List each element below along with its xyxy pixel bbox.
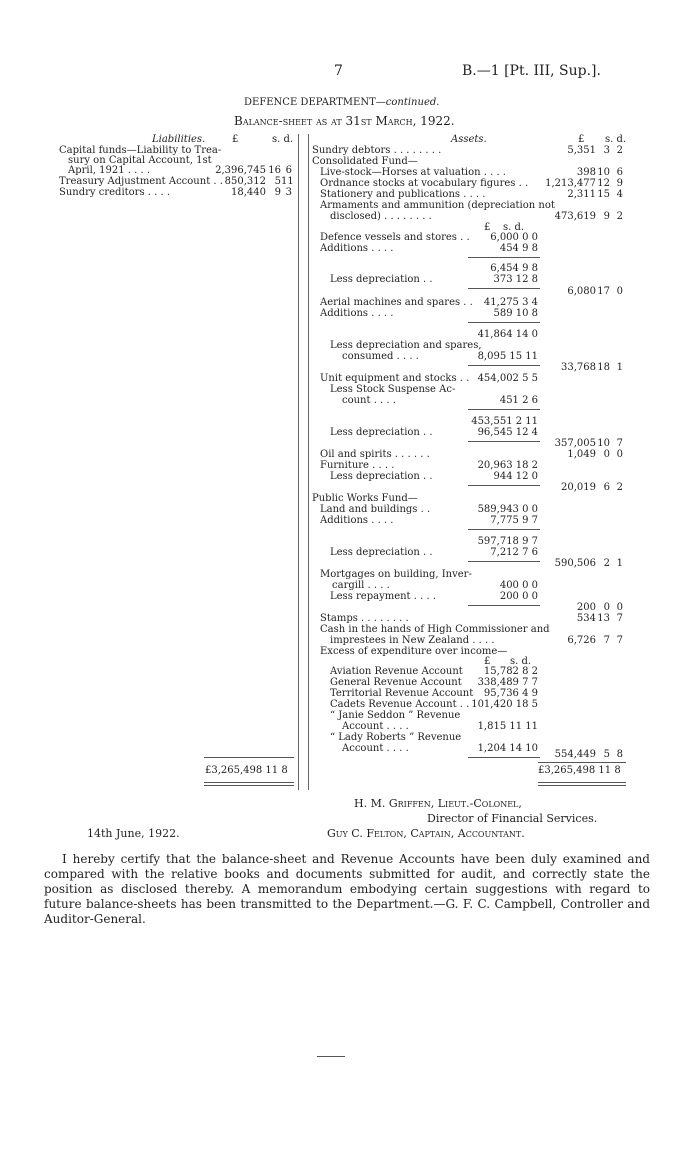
land-buildings-amount: 589,943 0 0 xyxy=(477,504,538,515)
asset-sundry-debtors-amount: 5,351 xyxy=(567,145,596,156)
furniture-depreciation-label: Less depreciation . . xyxy=(330,471,433,482)
liability-capital-line2: sury on Capital Account, 1st xyxy=(68,155,212,166)
unit-equipment-rule xyxy=(468,409,540,410)
aerial-net: 33,768 xyxy=(561,362,596,373)
defence-vessels-additions-amount: 454 9 8 xyxy=(499,243,538,254)
inner-sd-header: s. d. xyxy=(503,222,525,233)
liabilities-heading: Liabilities. xyxy=(152,134,206,145)
aerial-net-rule xyxy=(468,365,540,366)
liability-capital-pence: 6 xyxy=(285,165,292,176)
liability-creditors-label: Sundry creditors . . . . xyxy=(59,187,171,198)
signature-date: 14th June, 1922. xyxy=(87,827,180,840)
cash-pence: 7 xyxy=(616,635,623,646)
asset-sundry-debtors-label: Sundry debtors . . . . . . . . xyxy=(312,145,442,156)
unit-equipment-net: 357,005 xyxy=(554,438,596,449)
defence-vessels-rule xyxy=(468,257,540,258)
aerial-depreciation-line2: consumed . . . . xyxy=(342,351,419,362)
liability-capital-shillings: 16 xyxy=(268,165,281,176)
aerial-sum: 41,864 14 0 xyxy=(477,329,538,340)
asset-sundry-debtors-pence: 2 xyxy=(616,145,623,156)
lady-roberts-line2: Account . . . . xyxy=(342,743,409,754)
asset-livestock-shillings: 10 xyxy=(597,167,610,178)
defence-vessels-depreciation-label: Less depreciation . . xyxy=(330,274,433,285)
oil-spirits-shillings: 0 xyxy=(603,449,610,460)
liability-treasury-pence: 11 xyxy=(281,176,294,187)
unit-equipment-label: Unit equipment and stocks . . xyxy=(320,373,470,384)
stock-suspense-amount: 451 2 6 xyxy=(499,395,538,406)
mortgages-line1: Mortgages on building, Inver- xyxy=(320,569,472,580)
liabilities-total: £3,265,498 11 8 xyxy=(205,765,288,776)
asset-armaments-line1: Armaments and ammunition (depreciation not xyxy=(320,200,555,211)
lady-roberts-amount: 1,204 14 10 xyxy=(477,743,538,754)
oil-spirits-pence: 0 xyxy=(616,449,623,460)
footer-rule xyxy=(317,1056,345,1057)
cash-line2: imprestees in New Zealand . . . . xyxy=(330,635,495,646)
mortgages-net-pence: 0 xyxy=(616,602,623,613)
mortgages-amount: 400 0 0 xyxy=(499,580,538,591)
oil-spirits-amount: 1,049 xyxy=(567,449,596,460)
furniture-net: 20,019 xyxy=(561,482,596,493)
land-additions-label: Additions . . . . xyxy=(320,515,394,526)
excess-net-rule xyxy=(468,757,540,758)
stamps-amount: 534 xyxy=(576,613,596,624)
asset-livestock-pence: 6 xyxy=(616,167,623,178)
furniture-label: Furniture . . . . xyxy=(320,460,395,471)
furniture-depreciation-amount: 944 12 0 xyxy=(493,471,538,482)
defence-vessels-amount: 6,000 0 0 xyxy=(490,232,538,243)
aviation-revenue-amount: 15,782 8 2 xyxy=(483,666,538,677)
defence-vessels-label: Defence vessels and stores . . xyxy=(320,232,470,243)
mortgages-repayment-label: Less repayment . . . . xyxy=(330,591,437,602)
land-sum: 597,718 9 7 xyxy=(477,536,538,547)
liabilities-total-double-rule-2 xyxy=(204,785,294,786)
aerial-machines-label: Aerial machines and spares . . xyxy=(320,297,473,308)
cash-amount: 6,726 xyxy=(567,635,596,646)
signatory-griffen: H. M. Griffen, Lieut.-Colonel, xyxy=(354,797,522,810)
aerial-net-shillings: 18 xyxy=(597,362,610,373)
left-column-rule xyxy=(298,134,299,790)
signatory-griffen-title: Director of Financial Services. xyxy=(427,812,598,825)
land-depreciation-label: Less depreciation . . xyxy=(330,547,433,558)
asset-stationery-amount: 2,311 xyxy=(567,189,596,200)
assets-total-rule xyxy=(538,762,626,763)
page-number: 7 xyxy=(334,63,343,79)
oil-spirits-label: Oil and spirits . . . . . . xyxy=(320,449,430,460)
defence-vessels-additions-label: Additions . . . . xyxy=(320,243,394,254)
lady-roberts-line1: “ Lady Roberts ” Revenue xyxy=(330,732,462,743)
asset-livestock-amount: 398 xyxy=(576,167,596,178)
defence-vessels-net-pence: 0 xyxy=(616,286,623,297)
mortgages-repayment-amount: 200 0 0 xyxy=(499,591,538,602)
aerial-additions-amount: 589 10 8 xyxy=(493,308,538,319)
defence-vessels-net: 6,080 xyxy=(567,286,596,297)
cash-shillings: 7 xyxy=(603,635,610,646)
land-rule xyxy=(468,529,540,530)
asset-armaments-amount: 473,619 xyxy=(554,211,596,222)
asset-stationery-label: Stationery and publications . . . . xyxy=(320,189,486,200)
unit-equipment-net-pence: 7 xyxy=(616,438,623,449)
excess-net-pence: 8 xyxy=(616,749,623,760)
liability-capital-line3: April, 1921 . . . . xyxy=(68,165,151,176)
aerial-net-pence: 1 xyxy=(616,362,623,373)
asset-sundry-debtors-shillings: 3 xyxy=(603,145,610,156)
unit-equipment-net-rule xyxy=(468,441,540,442)
liabilities-total-rule xyxy=(204,757,294,758)
janie-seddon-line2: Account . . . . xyxy=(342,721,409,732)
inner-pound-header: £ xyxy=(484,222,491,233)
mortgages-net: 200 xyxy=(576,602,596,613)
aerial-machines-amount: 41,275 3 4 xyxy=(483,297,538,308)
public-works-heading: Public Works Fund— xyxy=(312,493,418,504)
mortgages-net-rule xyxy=(468,605,540,606)
general-revenue-label: General Revenue Account xyxy=(330,677,462,688)
territorial-revenue-amount: 95,736 4 9 xyxy=(483,688,538,699)
liability-creditors-shillings: 9 xyxy=(274,187,281,198)
furniture-net-rule xyxy=(468,485,540,486)
liability-treasury-label: Treasury Adjustment Account . . xyxy=(59,176,223,187)
furniture-net-pence: 2 xyxy=(616,482,623,493)
signatory-felton: Guy C. Felton, Captain, Accountant. xyxy=(327,827,525,840)
excess-heading: Excess of expenditure over income— xyxy=(320,646,508,657)
stamps-label: Stamps . . . . . . . . xyxy=(320,613,409,624)
liabilities-pound-header: £ xyxy=(232,134,239,145)
stamps-pence: 7 xyxy=(616,613,623,624)
defence-vessels-net-shillings: 17 xyxy=(597,286,610,297)
defence-vessels-sum: 6,454 9 8 xyxy=(490,263,538,274)
asset-ordnance-label: Ordnance stocks at vocabulary figures . . xyxy=(320,178,529,189)
land-net-pence: 1 xyxy=(616,558,623,569)
general-revenue-amount: 338,489 7 7 xyxy=(477,677,538,688)
auditor-certificate: I hereby certify that the balance-sheet and Revenue Accounts have been duly examined and compared with the relative books and documents submitted for audit, and correctly state the position as disclosed thereby. A memorandum embodying certain suggestions with regard to future balance-sheets has been transmitted to the Department.—G. F. C. Campbell, Controller and Auditor-General. xyxy=(44,852,650,926)
janie-seddon-line1: “ Janie Seddon ” Revenue xyxy=(330,710,461,721)
excess-net-shillings: 5 xyxy=(603,749,610,760)
unit-equipment-depreciation-amount: 96,545 12 4 xyxy=(477,427,538,438)
unit-equipment-amount: 454,002 5 5 xyxy=(477,373,538,384)
land-buildings-label: Land and buildings . . xyxy=(320,504,431,515)
territorial-revenue-label: Territorial Revenue Account xyxy=(330,688,474,699)
asset-ordnance-amount: 1,213,477 xyxy=(545,178,596,189)
liability-capital-line1: Capital funds—Liability to Trea- xyxy=(59,145,222,156)
aerial-rule xyxy=(468,322,540,323)
liabilities-total-double-rule-1 xyxy=(204,782,294,783)
consolidated-fund-heading: Consolidated Fund— xyxy=(312,156,418,167)
stock-suspense-line1: Less Stock Suspense Ac- xyxy=(330,384,456,395)
unit-equipment-sum: 453,551 2 11 xyxy=(471,416,538,427)
land-net: 590,506 xyxy=(554,558,596,569)
furniture-amount: 20,963 18 2 xyxy=(477,460,538,471)
assets-heading: Assets. xyxy=(451,134,487,145)
asset-armaments-shillings: 9 xyxy=(603,211,610,222)
stock-suspense-line2: count . . . . xyxy=(342,395,396,406)
furniture-net-shillings: 6 xyxy=(603,482,610,493)
land-net-rule xyxy=(468,561,540,562)
assets-total-double-rule-1 xyxy=(538,782,626,783)
department-name: DEFENCE DEPARTMENT— xyxy=(244,97,386,108)
cadets-revenue-label: Cadets Revenue Account . . xyxy=(330,699,470,710)
liabilities-sd-header: s. d. xyxy=(272,134,294,145)
stamps-shillings: 13 xyxy=(597,613,610,624)
department-title xyxy=(244,98,439,108)
mortgages-net-shillings: 0 xyxy=(603,602,610,613)
liability-treasury-amount: 850,312 xyxy=(224,176,266,187)
land-additions-amount: 7,775 9 7 xyxy=(490,515,538,526)
assets-sd-header: s. d. xyxy=(605,134,627,145)
janie-seddon-amount: 1,815 11 11 xyxy=(477,721,538,732)
aerial-depreciation-line1: Less depreciation and spares, xyxy=(330,340,482,351)
asset-stationery-pence: 4 xyxy=(616,189,623,200)
defence-vessels-net-rule xyxy=(468,288,540,289)
asset-stationery-shillings: 15 xyxy=(597,189,610,200)
cadets-revenue-amount: 101,420 18 5 xyxy=(471,699,538,710)
assets-total-double-rule-2 xyxy=(538,785,626,786)
cash-line1: Cash in the hands of High Commissioner and xyxy=(320,624,550,635)
excess-pound-header: £ xyxy=(484,656,491,667)
aviation-revenue-label: Aviation Revenue Account xyxy=(330,666,463,677)
liability-capital-amount: 2,396,745 xyxy=(215,165,266,176)
land-net-shillings: 2 xyxy=(603,558,610,569)
asset-armaments-line2: disclosed) . . . . . . . . xyxy=(330,211,432,222)
unit-equipment-depreciation-label: Less depreciation . . xyxy=(330,427,433,438)
excess-sd-header: s. d. xyxy=(510,656,532,667)
assets-total: £3,265,498 11 8 xyxy=(538,765,621,776)
asset-ordnance-pence: 9 xyxy=(616,178,623,189)
asset-armaments-pence: 2 xyxy=(616,211,623,222)
balance-sheet-title: Balance-sheet as at 31st March, 1922. xyxy=(234,114,455,128)
land-depreciation-amount: 7,212 7 6 xyxy=(490,547,538,558)
document-reference: B.—1 [Pt. III, Sup.]. xyxy=(462,63,601,79)
defence-vessels-depreciation-amount: 373 12 8 xyxy=(493,274,538,285)
right-column-rule xyxy=(308,134,309,790)
aerial-additions-label: Additions . . . . xyxy=(320,308,394,319)
liability-creditors-pence: 3 xyxy=(285,187,292,198)
excess-net: 554,449 xyxy=(554,749,596,760)
assets-pound-header: £ xyxy=(578,134,585,145)
liability-creditors-amount: 18,440 xyxy=(231,187,266,198)
mortgages-line2: cargill . . . . xyxy=(332,580,390,591)
asset-livestock-label: Live-stock—Horses at valuation . . . . xyxy=(320,167,506,178)
liability-treasury-shillings: 5 xyxy=(274,176,281,187)
asset-ordnance-shillings: 12 xyxy=(597,178,610,189)
unit-equipment-net-shillings: 10 xyxy=(597,438,610,449)
continued-label: continued. xyxy=(385,97,440,108)
aerial-depreciation-amount: 8,095 15 11 xyxy=(477,351,538,362)
